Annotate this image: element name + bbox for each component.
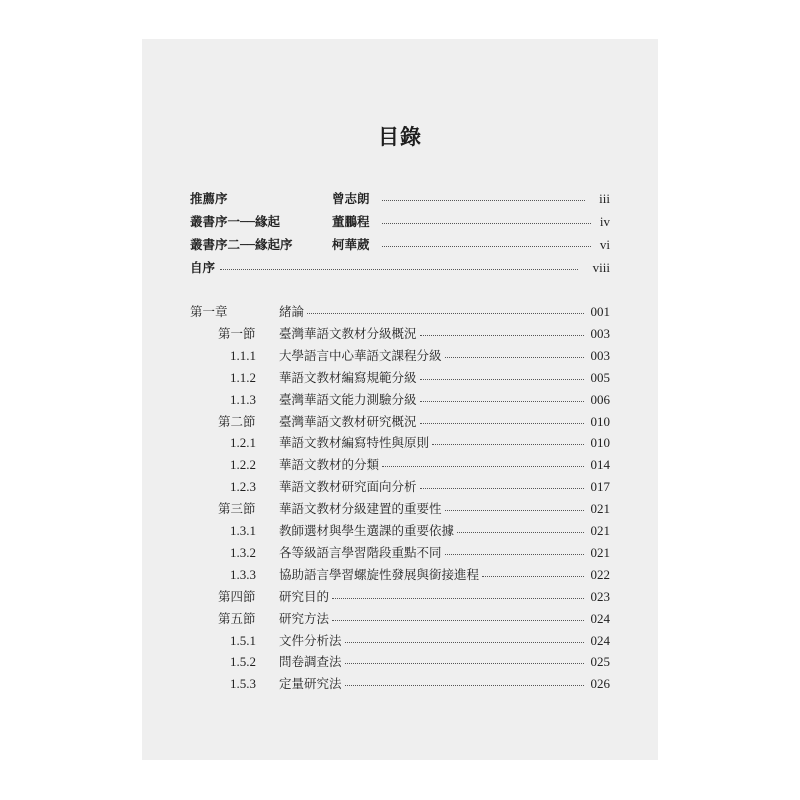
dot-leader (382, 246, 591, 247)
toc-entry[interactable] (142, 521, 658, 541)
toc-entry[interactable] (142, 652, 658, 672)
entry-page-number: 021 (590, 501, 610, 517)
entry-number: 1.1.3 (230, 391, 256, 407)
entry-label: 自序 (190, 260, 216, 275)
dot-leader (332, 620, 584, 621)
entry-page-number: 025 (590, 654, 610, 670)
toc-entry[interactable] (142, 346, 658, 366)
entry-title: 華語文教材編寫特性與原則 (279, 435, 430, 451)
entry-number: 1.3.1 (230, 523, 256, 538)
entry-page-number: 003 (590, 347, 610, 363)
dot-leader (220, 269, 578, 270)
entry-title: 教師選材與學生選課的重要依據 (279, 523, 455, 538)
entry-page-number: 006 (590, 391, 610, 407)
entry-title: 臺灣華語文能力測驗分級 (279, 391, 417, 407)
entry-number: 第五節 (218, 610, 256, 626)
entry-number: 第一章 (190, 304, 228, 319)
dot-leader (345, 663, 585, 664)
entry-page-number: 024 (590, 610, 610, 626)
toc-entry[interactable] (142, 631, 658, 651)
toc-entry[interactable] (142, 543, 658, 563)
entry-number: 1.3.3 (230, 566, 256, 582)
toc-entry[interactable] (142, 302, 658, 322)
dot-leader (345, 685, 585, 686)
entry-title: 華語文教材研究面向分析 (279, 479, 417, 495)
toc-title: 目錄 (378, 124, 422, 149)
entry-page-number: 001 (590, 304, 610, 319)
entry-page-number: 010 (590, 435, 610, 451)
entry-label: 叢書序一──緣起 (190, 214, 281, 229)
toc-entry[interactable] (142, 235, 658, 255)
entry-number: 1.3.2 (230, 544, 256, 560)
entry-number: 1.5.1 (230, 632, 256, 648)
entry-page-number: 022 (590, 566, 610, 582)
entry-page-number: iii (599, 191, 610, 206)
toc-entry[interactable] (142, 324, 658, 344)
entry-author: 董鵬程 (332, 214, 370, 229)
dot-leader (382, 200, 585, 201)
toc-entry[interactable] (142, 674, 658, 694)
entry-title: 研究目的 (279, 588, 330, 604)
dot-leader (445, 554, 585, 555)
dot-leader (382, 466, 584, 467)
entry-title: 大學語言中心華語文課程分級 (279, 347, 442, 363)
entry-number: 1.2.1 (230, 435, 256, 451)
entry-title: 臺灣華語文教材研究概況 (279, 413, 417, 429)
dot-leader (420, 335, 585, 336)
toc-entry[interactable] (142, 368, 658, 388)
dot-leader (445, 510, 585, 511)
entry-author: 柯華葳 (332, 237, 370, 252)
toc-entry[interactable] (142, 477, 658, 497)
dot-leader (420, 379, 585, 380)
dot-leader (420, 401, 585, 402)
dot-leader (345, 642, 585, 643)
entry-page-number: 005 (590, 369, 610, 385)
entry-page-number: 010 (590, 413, 610, 429)
toc-entry[interactable] (142, 433, 658, 453)
dot-leader (307, 313, 584, 314)
entry-title: 定量研究法 (279, 676, 342, 692)
dot-leader (382, 223, 591, 224)
entry-number: 1.1.2 (230, 369, 256, 385)
entry-title: 臺灣華語文教材分級概況 (279, 325, 417, 341)
dot-leader (420, 488, 585, 489)
entry-number: 1.2.2 (230, 457, 256, 473)
toc-entry[interactable] (142, 189, 658, 209)
entry-page-number: 017 (590, 479, 610, 495)
dot-leader (332, 598, 584, 599)
entry-number: 第四節 (218, 588, 256, 604)
entry-title: 各等級語言學習階段重點不同 (279, 544, 442, 560)
entry-page-number: 014 (590, 457, 610, 473)
dot-leader (432, 444, 584, 445)
entry-title: 華語文教材的分類 (279, 457, 380, 473)
entry-page-number: 024 (590, 632, 610, 648)
entry-label: 叢書序二──緣起序 (190, 237, 293, 252)
entry-number: 第三節 (218, 501, 256, 517)
entry-page-number: vi (599, 237, 610, 252)
toc-entry[interactable] (142, 390, 658, 410)
toc-page (142, 39, 658, 760)
toc-entry[interactable] (142, 609, 658, 629)
entry-title: 問卷調查法 (279, 654, 342, 670)
toc-entry[interactable] (142, 455, 658, 475)
entry-number: 第一節 (218, 325, 256, 341)
toc-entry[interactable] (142, 565, 658, 585)
entry-title: 協助語言學習螺旋性發展與銜接進程 (279, 566, 480, 582)
entry-page-number: 021 (590, 544, 610, 560)
entry-number: 第二節 (218, 413, 256, 429)
entry-page-number: iv (599, 214, 610, 229)
entry-label: 推薦序 (190, 191, 228, 206)
dot-leader (457, 532, 584, 533)
dot-leader (482, 576, 584, 577)
entry-title: 華語文教材分級建置的重要性 (279, 501, 442, 517)
entry-page-number: viii (592, 260, 610, 275)
entry-title: 緒論 (279, 304, 305, 319)
entry-title: 華語文教材編寫規範分級 (279, 369, 417, 385)
entry-number: 1.2.3 (230, 479, 256, 495)
toc-entry[interactable] (142, 258, 658, 278)
entry-number: 1.5.3 (230, 676, 256, 692)
dot-leader (445, 357, 585, 358)
dot-leader (420, 423, 585, 424)
entry-page-number: 023 (590, 588, 610, 604)
entry-author: 曾志朗 (332, 191, 370, 206)
toc-entry[interactable] (142, 499, 658, 519)
entry-number: 1.1.1 (230, 347, 256, 363)
entry-title: 研究方法 (279, 610, 330, 626)
entry-title: 文件分析法 (279, 632, 342, 648)
toc-entry[interactable] (142, 212, 658, 232)
entry-page-number: 021 (590, 523, 610, 538)
toc-entry[interactable] (142, 412, 658, 432)
entry-page-number: 003 (590, 325, 610, 341)
entry-number: 1.5.2 (230, 654, 256, 670)
entry-page-number: 026 (590, 676, 610, 692)
toc-entry[interactable] (142, 587, 658, 607)
